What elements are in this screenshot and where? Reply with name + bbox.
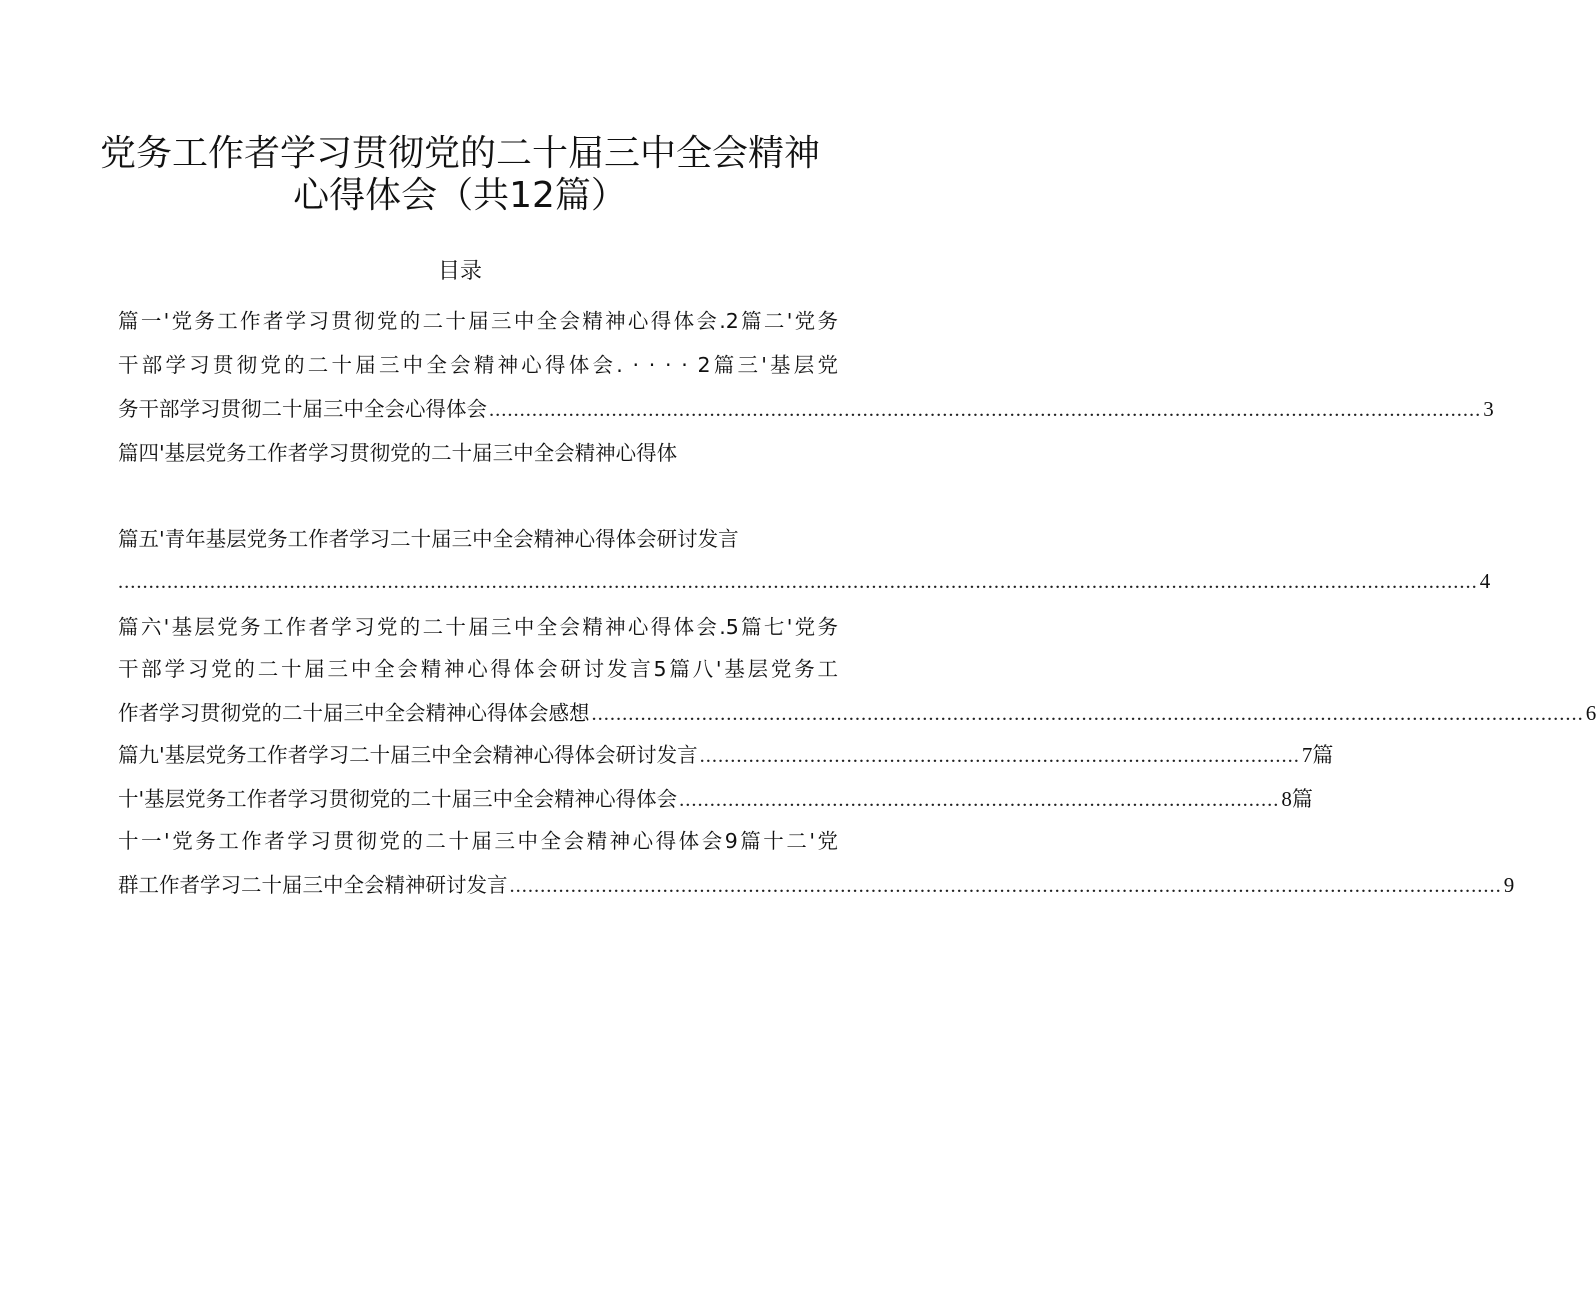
document-title-line-1: 党务工作者学习贯彻党的二十届三中全会精神 xyxy=(99,133,820,174)
toc-page-number: 4 xyxy=(1479,569,1491,593)
toc-entry-line[interactable]: 篇五'青年基层党务工作者学习二十届三中全会精神心得体会研讨发言 xyxy=(118,527,739,551)
toc-entry-text: 篇九'基层党务工作者学习二十届三中全会精神心得体会研讨发言 xyxy=(118,743,698,767)
toc-entry-line[interactable]: 干部学习党的二十届三中全会精神心得体会研讨发言5篇八'基层党务工 xyxy=(118,657,838,681)
toc-entry-line[interactable]: 篇四'基层党务工作者学习贯彻党的二十届三中全会精神心得体 xyxy=(118,441,678,465)
toc-entry-text: 作者学习贯彻党的二十届三中全会精神心得体会感想 xyxy=(118,701,590,725)
dot-leader: .................................................................................................................................................................. xyxy=(591,703,1584,725)
dot-leader: .................................................................................................................................................................. xyxy=(489,399,1482,421)
dot-leader: .................................................................................................................................................................. xyxy=(509,875,1502,897)
dot-leader: .................................................................................................. xyxy=(679,789,1280,811)
toc-entry-line[interactable]: 篇一'党务工作者学习贯彻党的二十届三中全会精神心得体会.2篇二'党务 xyxy=(118,309,838,333)
toc-page-number: 6 xyxy=(1585,701,1596,725)
toc-entry-line[interactable] xyxy=(118,784,1313,815)
toc-entry-line[interactable] xyxy=(118,394,1494,425)
toc-heading: 目录 xyxy=(437,259,482,284)
toc-page-number: 7篇 xyxy=(1301,743,1334,767)
toc-entry-line[interactable]: 干部学习贯彻党的二十届三中全会精神心得体会. · · · · 2篇三'基层党 xyxy=(118,353,838,377)
toc-entry-line[interactable]: 十一'党务工作者学习贯彻党的二十届三中全会精神心得体会9篇十二'党 xyxy=(118,829,838,853)
toc-page-number: 9 xyxy=(1503,873,1515,897)
toc-page-number: 8篇 xyxy=(1281,787,1313,811)
toc-entry-text: 务干部学习贯彻二十届三中全会心得体会 xyxy=(118,397,487,421)
toc-entry-text: 十'基层党务工作者学习贯彻党的二十届三中全会精神心得体会 xyxy=(118,787,678,811)
toc-entry-line[interactable] xyxy=(118,870,1515,901)
toc-entry-line[interactable] xyxy=(118,740,1334,771)
document-title-line-2: 心得体会（共12篇） xyxy=(293,175,627,216)
toc-entry-line[interactable] xyxy=(118,698,1596,729)
toc-entry-text: 群工作者学习二十届三中全会精神研讨发言 xyxy=(118,873,508,897)
dot-leader: .............................................................................................................................................................................................................................. xyxy=(118,571,1478,593)
toc-entry-line[interactable] xyxy=(118,566,1491,597)
toc-page-number: 3 xyxy=(1483,397,1494,421)
dot-leader: .................................................................................................. xyxy=(699,745,1300,767)
toc-entry-line[interactable]: 篇六'基层党务工作者学习党的二十届三中全会精神心得体会.5篇七'党务 xyxy=(118,615,838,639)
